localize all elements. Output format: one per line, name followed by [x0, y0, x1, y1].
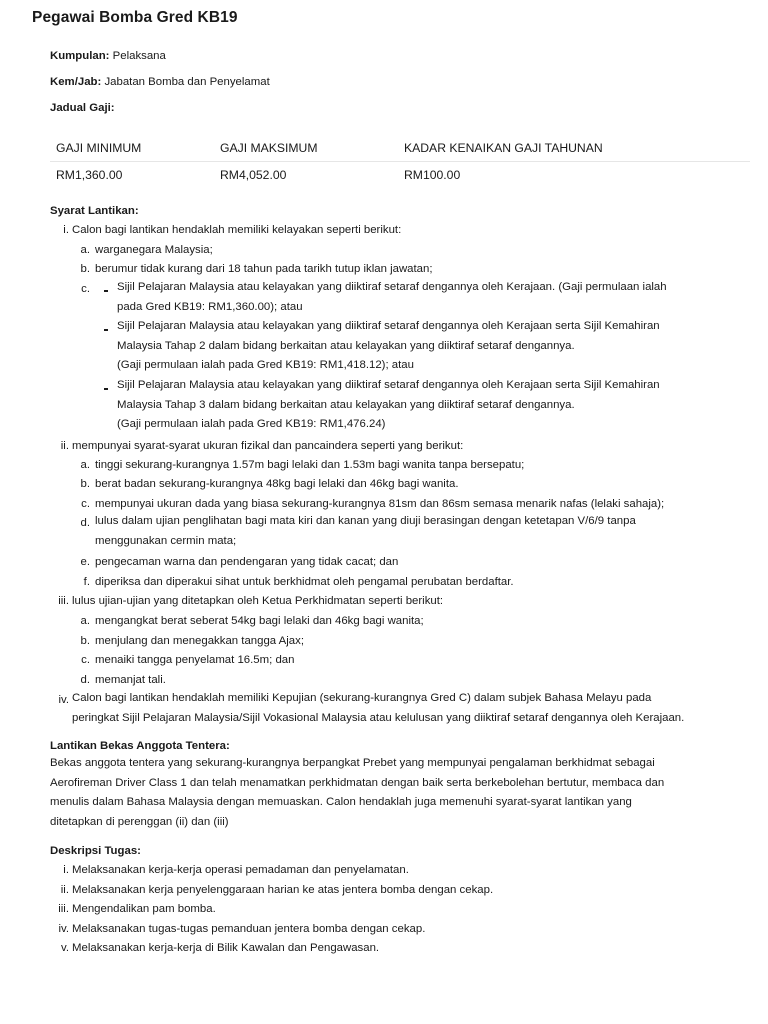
list-item-text: berat badan sekurang-kurangnya 48kg bagi lelaki dan 46kg bagi wanita.: [95, 478, 459, 490]
list-item-line: peringkat Sijil Pelajaran Malaysia/Sijil Vokasional Malaysia atau kelulusan yang diiktiraf setaraf dengannya oleh Kerajaan.: [72, 711, 685, 724]
bullet-line: Sijil Pelajaran Malaysia atau kelayakan yang diiktiraf setaraf dengannya oleh Kerajaan serta Sijil Kemahiran: [117, 379, 660, 391]
bullet-icon: [104, 388, 108, 390]
list-item-line: lulus dalam ujian penglihatan bagi mata kiri dan kanan yang diuji berasingan dengan ketetapan V/6/9 tanpa: [95, 515, 636, 527]
header-kadar-kenaikan: KADAR KENAIKAN GAJI TAHUNAN: [398, 135, 750, 162]
tugas-item: Melaksanakan tugas-tugas pemanduan jentera bomba dengan cekap.: [72, 923, 426, 935]
list-marker: f.: [83, 576, 90, 588]
list-item-text: tinggi sekurang-kurangnya 1.57m bagi lelaki dan 1.53m bagi wanita tanpa bersepatu;: [95, 459, 525, 471]
bullet-icon: [104, 290, 108, 292]
list-marker: ii.: [60, 440, 69, 452]
bekas-heading: Lantikan Bekas Anggota Tentera:: [50, 740, 230, 752]
cell-gaji-minimum: RM1,360.00: [56, 168, 123, 182]
list-marker: c.: [81, 498, 90, 510]
jadual-gaji-label: Jadual Gaji:: [50, 102, 115, 114]
list-marker: c.: [81, 654, 90, 666]
bullet-item: [117, 317, 660, 376]
syarat-i-text: Calon bagi lantikan hendaklah memiliki kelayakan seperti berikut:: [72, 224, 402, 236]
bullet-icon: [104, 329, 108, 331]
syarat-iii-text: lulus ujian-ujian yang ditetapkan oleh Ketua Perkhidmatan seperti berikut:: [72, 595, 444, 607]
list-item-line: menggunakan cermin mata;: [95, 534, 237, 547]
bullet-line: Malaysia Tahap 3 dalam bidang berkaitan atau kelayakan yang diiktiraf setaraf dengannya.: [117, 398, 575, 411]
kumpulan-label: Kumpulan:: [50, 50, 110, 62]
syarat-iv-text: [72, 689, 684, 728]
bullet-line: pada Gred KB19: RM1,360.00); atau: [117, 300, 303, 313]
list-marker: ii.: [60, 884, 69, 896]
kumpulan-row: [50, 50, 166, 62]
list-marker: e.: [80, 556, 90, 568]
bullet-line: Malaysia Tahap 2 dalam bidang berkaitan atau kelayakan yang diiktiraf setaraf dengannya.: [117, 339, 575, 352]
list-item-text: warganegara Malaysia;: [95, 244, 213, 256]
kumpulan-value: Pelaksana: [112, 50, 166, 62]
syarat-heading: Syarat Lantikan:: [50, 205, 139, 217]
list-item-text: menjulang dan menegakkan tangga Ajax;: [95, 635, 304, 647]
page-title: Pegawai Bomba Gred KB19: [32, 9, 238, 26]
list-marker: iv.: [58, 694, 69, 706]
paragraph-line: Bekas anggota tentera yang sekurang-kurangnya berpangkat Prebet yang mempunyai pengalaman berkhidmat sebagai: [50, 757, 655, 769]
list-item-line: Calon bagi lantikan hendaklah memiliki Kepujian (sekurang-kurangnya Gred C) dalam subjek Bahasa Melayu pada: [72, 692, 652, 704]
list-marker: b.: [80, 263, 90, 275]
list-item-text: diperiksa dan diperakui sihat untuk berkhidmat oleh pengamal perubatan berdaftar.: [95, 576, 514, 588]
list-marker: a.: [80, 244, 90, 256]
syarat-ii-text: mempunyai syarat-syarat ukuran fizikal dan pancaindera seperti yang berikut:: [72, 440, 464, 452]
paragraph-line: ditetapkan di perenggan (ii) dan (iii): [50, 815, 229, 828]
list-marker: a.: [80, 459, 90, 471]
bullet-item: [117, 278, 667, 317]
list-marker: i.: [63, 224, 69, 236]
list-item-text: mempunyai ukuran dada yang biasa sekurang-kurangnya 81sm dan 86sm semasa menarik nafas (lelaki sahaja);: [95, 498, 665, 510]
paragraph-line: Aerofireman Driver Class 1 dan telah menamatkan perkhidmatan dengan baik serta berkebolehan bertutur, membaca dan: [50, 776, 665, 789]
list-marker: i.: [63, 864, 69, 876]
list-marker: d.: [80, 517, 90, 529]
bullet-line: (Gaji permulaan ialah pada Gred KB19: RM1,476.24): [117, 418, 386, 431]
tugas-item: Melaksanakan kerja-kerja di Bilik Kawalan dan Pengawasan.: [72, 942, 380, 954]
list-marker: iii.: [58, 903, 69, 915]
bullet-item: [117, 376, 660, 435]
list-marker: v.: [60, 942, 69, 954]
salary-table-row: [50, 162, 750, 189]
list-marker: d.: [80, 674, 90, 686]
list-item-text: mengangkat berat seberat 54kg bagi lelaki dan 46kg bagi wanita;: [95, 615, 424, 627]
list-item-text: memanjat tali.: [95, 674, 166, 686]
salary-table-header: [50, 135, 750, 162]
tugas-item: Melaksanakan kerja-kerja operasi pemadaman dan penyelamatan.: [72, 864, 409, 876]
bullet-line: Sijil Pelajaran Malaysia atau kelayakan yang diiktiraf setaraf dengannya oleh Kerajaan serta Sijil Kemahiran: [117, 320, 660, 332]
bekas-paragraph: [50, 754, 664, 832]
salary-table: [50, 135, 750, 188]
list-marker: b.: [80, 635, 90, 647]
deskripsi-heading: Deskripsi Tugas:: [50, 845, 141, 857]
header-gaji-minimum: GAJI MINIMUM: [50, 135, 214, 162]
cell-gaji-maksimum: RM4,052.00: [220, 168, 287, 182]
cell-kadar-kenaikan: RM100.00: [404, 168, 461, 182]
kemjab-label: Kem/Jab:: [50, 76, 102, 88]
kemjab-row: [50, 76, 270, 88]
list-marker: c.: [81, 283, 90, 295]
list-marker: b.: [80, 478, 90, 490]
tugas-item: Mengendalikan pam bomba.: [72, 903, 216, 915]
list-item-text: [95, 512, 636, 551]
paragraph-line: menulis dalam Bahasa Malaysia dengan memuaskan. Calon hendaklah juga memenuhi syarat-syarat lantikan yang: [50, 796, 632, 809]
header-gaji-maksimum: GAJI MAKSIMUM: [214, 135, 398, 162]
kemjab-value: Jabatan Bomba dan Penyelamat: [104, 76, 270, 88]
list-marker: iii.: [58, 595, 69, 607]
list-item-text: pengecaman warna dan pendengaran yang tidak cacat; dan: [95, 556, 399, 568]
list-item-text: menaiki tangga penyelamat 16.5m; dan: [95, 654, 295, 666]
list-item-text: berumur tidak kurang dari 18 tahun pada tarikh tutup iklan jawatan;: [95, 263, 433, 275]
bullet-line: (Gaji permulaan ialah pada Gred KB19: RM1,418.12); atau: [117, 359, 414, 372]
bullet-line: Sijil Pelajaran Malaysia atau kelayakan yang diiktiraf setaraf dengannya oleh Kerajaan. (Gaji permulaan ialah: [117, 281, 667, 293]
list-marker: iv.: [58, 923, 69, 935]
list-marker: a.: [80, 615, 90, 627]
tugas-item: Melaksanakan kerja penyelenggaraan harian ke atas jentera bomba dengan cekap.: [72, 884, 494, 896]
